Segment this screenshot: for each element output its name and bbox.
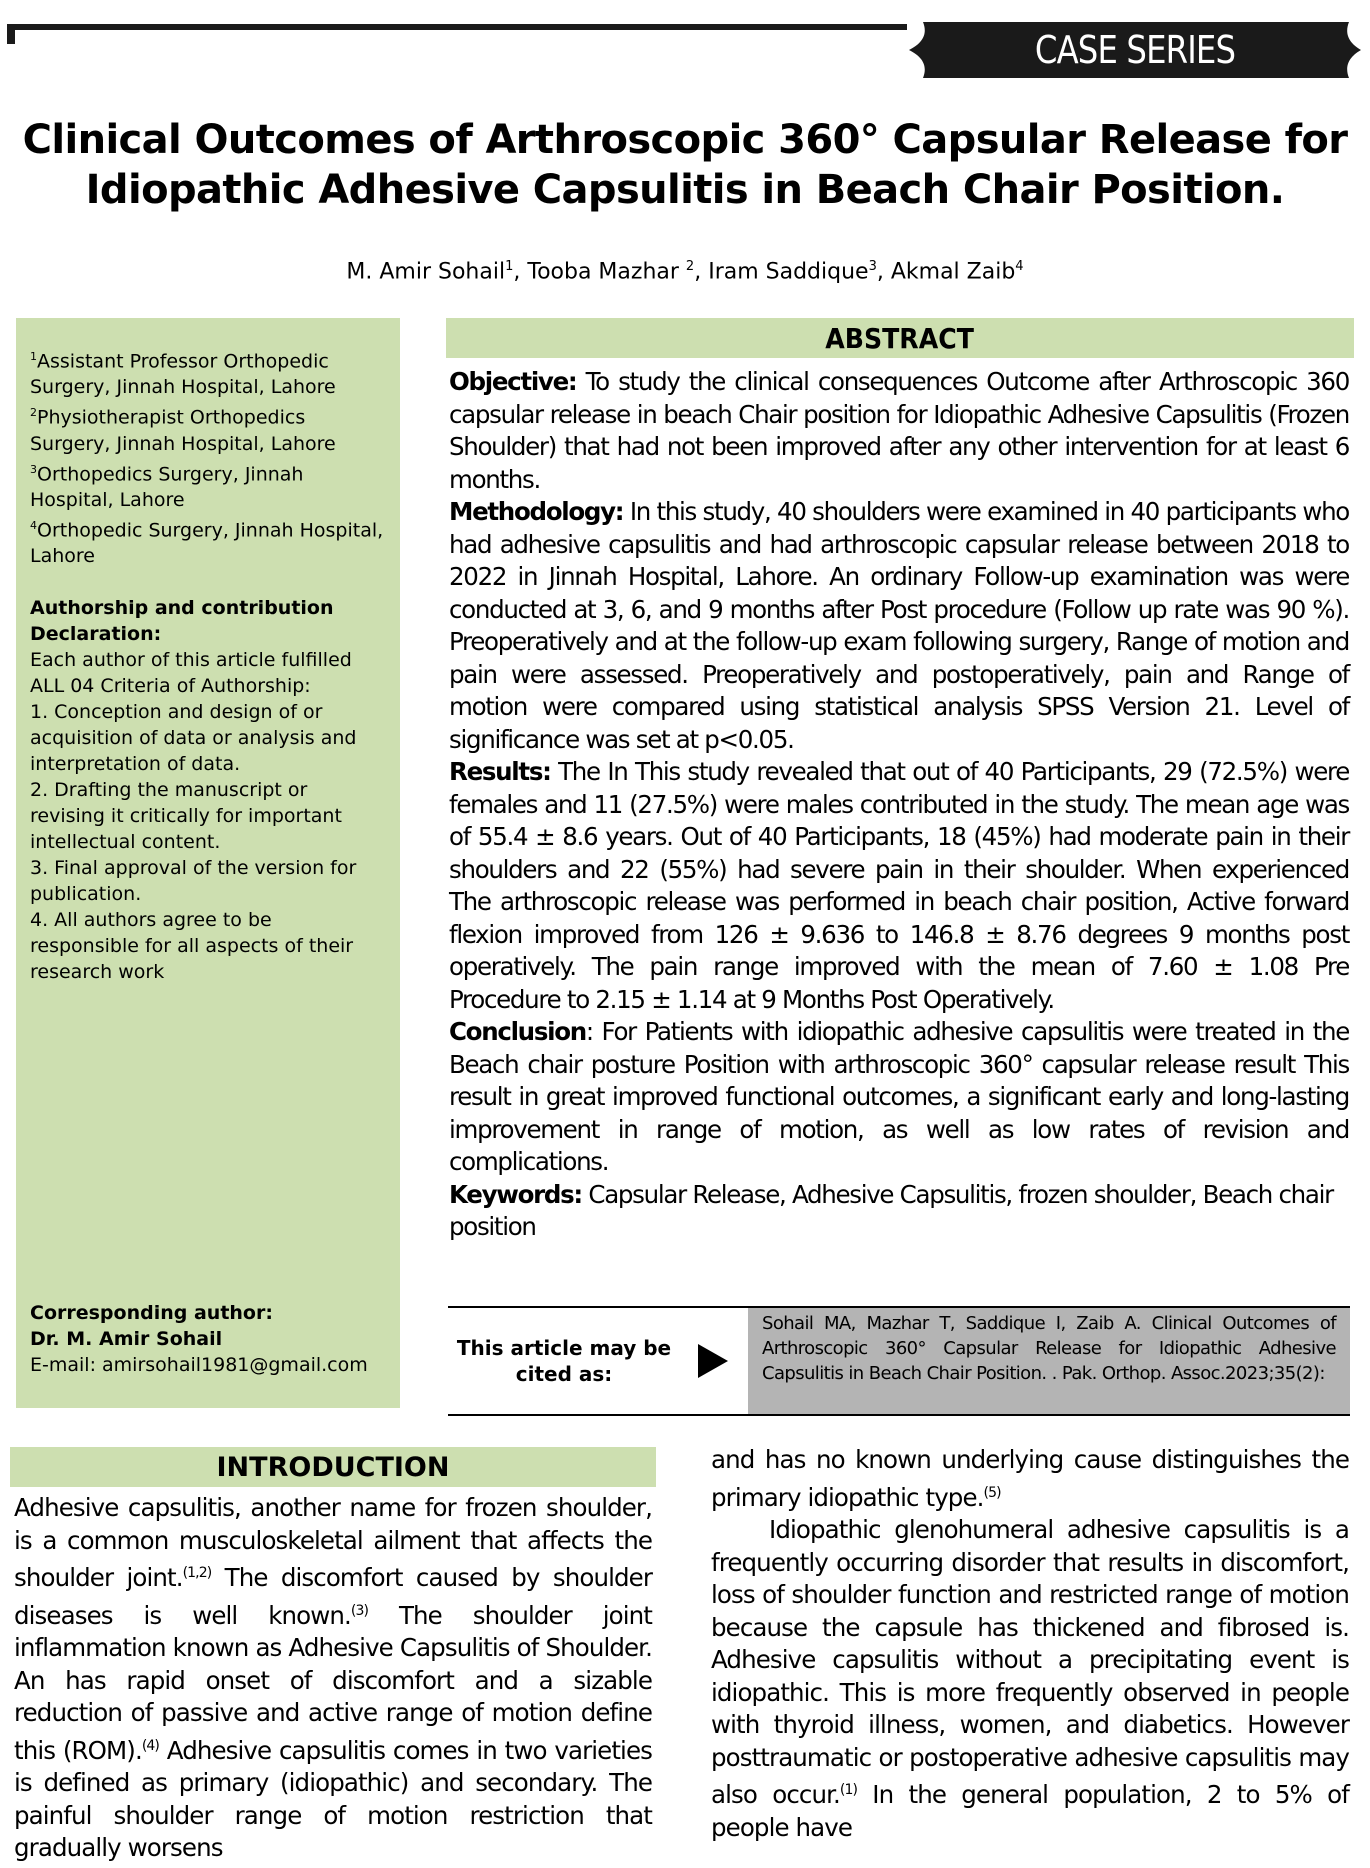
intro-text: Adhesive capsulitis comes in two varieties is defined as primary (idiopathic) and secondary. The painful shoulder range of motion restriction that gradually worsens [14,1735,652,1863]
affiliation-item [30,513,386,569]
author-separator: , [513,259,528,285]
section-label: Results: [449,757,551,786]
affiliation-item [30,344,386,400]
abstract-methodology [449,496,1349,756]
section-text: The In This study revealed that out of 40 Participants, 29 (72.5%) were females and 11 (27.5%) were males contributed in the study. The mean age was of 55.4 ± 8.6 years. Out of 40 Participants, 18 (45%) had moderate pain in their shoulders and 22 (55%) had severe pain in their shoulder. When experienced The arthroscopic release was performed in beach chair position, Active forward flexion improved from 126 ± 9.636 to 146.8 ± 8.76 degrees 9 months post operatively. The pain range improved with the mean of 7.60 ± 1.08 Pre Procedure to 2.15 ± 1.14 at 9 Months Post Operatively. [449,757,1349,1014]
affiliation-item [30,457,386,513]
intro-text: In the general population, 2 to 5% of people have [711,1780,1349,1842]
citation-ref[interactable]: (1) [839,1782,858,1799]
authorship-intro: Each author of this article fulfilled ALL 04 Criteria of Authorship: [30,649,352,698]
criteria-item: 1. Conception and design of or acquisition of data or analysis and interpretation of data. [30,701,357,776]
abstract-keywords [449,1179,1349,1244]
corresponding-name: Dr. M. Amir Sohail [30,1328,223,1350]
article-title [0,115,1370,215]
section-label: CASE SERIES [1034,28,1236,72]
affiliation-item [30,400,386,456]
section-label: Objective: [449,367,577,396]
author-affiliation-sup: 3 [868,259,877,274]
intro-text: The shoulder joint inflammation known as Adhesive Capsulitis of Shoulder. An has rapid onset of discomfort and a sizable reduction of passive and active range of motion define this (ROM). [14,1600,652,1765]
affiliation-text: Orthopedic Surgery, Jinnah Hospital, Lahore [30,519,384,568]
affiliation-sup: 2 [30,406,37,420]
citation-ref[interactable]: (4) [141,1737,159,1754]
abstract-conclusion [449,1016,1349,1179]
introduction-heading: INTRODUCTION [10,1447,656,1487]
affiliations [30,344,386,569]
citation-text: Sohail MA, Mazhar T, Saddique I, Zaib A. Clinical Outcomes of Arthroscopic 360° Capsular Release for Idiopathic Adhesive Capsulitis in Beach Chair Position. . Pak. Orthop. Assoc.2023;35(2): [748,1308,1350,1414]
affiliation-text: Assistant Professor Orthopedic Surgery, Jinnah Hospital, Lahore [30,350,336,399]
affiliation-sup: 3 [30,462,37,476]
intro-text: and has no known underlying cause distinguishes the primary idiopathic type. [711,1445,1349,1512]
intro-text: Adhesive capsulitis, another name for frozen shoulder, is a common musculoskeletal ailment that affects the shoulder joint. [14,1493,652,1593]
section-label: Conclusion [449,1017,586,1046]
section-banner [905,22,1365,78]
citation-box [448,1306,1350,1416]
intro-paragraph [711,1514,1349,1844]
author-affiliation-sup: 1 [505,259,514,274]
intro-paragraph [14,1492,652,1865]
corresponding-heading: Corresponding author: [30,1302,273,1324]
authorship-declaration [30,595,386,985]
title-line-2: Idiopathic Adhesive Capsulitis in Beach Chair Position. [85,167,1285,213]
header-rule-tick [7,24,15,44]
affiliation-text: Orthopedics Surgery, Jinnah Hospital, Lahore [30,462,304,511]
header-rule [7,24,907,30]
section-text: : For Patients with idiopathic adhesive capsulitis were treated in the Beach chair posture Position with arthroscopic 360° capsular release result This result in great improved functional outcomes, a significant early and long-lasting improvement in range of motion, as well as low rates of revision and complications. [449,1017,1349,1176]
author-separator: , [876,259,891,285]
criteria-item: 4. All authors agree to be responsible for all aspects of their research work [30,909,354,984]
author-list [0,252,1370,287]
citation-ref[interactable]: (3) [350,1602,369,1619]
criteria-item: 2. Drafting the manuscript or revising it critically for important intellectual content. [30,779,342,854]
author-name: Akmal Zaib [890,259,1016,285]
sidebar-info-box [16,318,400,1408]
authorship-heading: Authorship and contribution Declaration: [30,597,334,646]
author-name: Tooba Mazhar [527,259,686,285]
title-line-1: Clinical Outcomes of Arthroscopic 360° Capsular Release for [22,117,1348,163]
abstract-objective [449,366,1349,496]
author-name: Iram Saddique [708,259,869,285]
introduction-left-column [14,1492,652,1865]
section-text: To study the clinical consequences Outcome after Arthroscopic 360 capsular release in beach Chair position for Idiopathic Adhesive Capsulitis (Frozen Shoulder) that had not been improved after any other intervention for at least 6 months. [449,367,1349,494]
affiliation-sup: 4 [30,518,37,532]
section-label: Methodology: [449,497,624,526]
citation-label: This article may be cited as: [456,1336,672,1386]
play-arrow-icon [698,1344,728,1378]
section-text: In this study, 40 shoulders were examined in 40 participants who had adhesive capsulitis and had arthroscopic capsular release between 2018 to 2022 in Jinnah Hospital, Lahore. An ordinary Follow-up examination was were conducted at 3, 6, and 9 months after Post procedure (Follow up rate was 90 %). Preoperatively and at the follow-up exam following surgery, Range of motion and pain were assessed. Preoperatively and postoperatively, pain and Range of motion were compared using statistical analysis SPSS Version 21. Level of significance was set at p<0.05. [449,497,1349,754]
intro-text: The discomfort caused by shoulder diseases is well known. [14,1563,652,1630]
abstract-heading [446,318,1354,358]
abstract-results [449,756,1349,1016]
citation-ref[interactable]: (5) [983,1484,1001,1501]
citation-ref[interactable]: (1,2) [182,1565,212,1581]
corresponding-author [30,1300,368,1378]
author-affiliation-sup: 4 [1015,259,1024,274]
author-separator: , [694,259,709,285]
corresponding-email[interactable]: E-mail: amirsohail1981@gmail.com [30,1354,368,1376]
introduction-right-column [711,1444,1349,1844]
author-name: M. Amir Sohail [346,259,506,285]
intro-paragraph [711,1444,1349,1514]
abstract-body [449,366,1349,1244]
criteria-item: 3. Final approval of the version for publication. [30,857,357,906]
intro-text: Idiopathic glenohumeral adhesive capsulitis is a frequently occurring disorder that results in discomfort, loss of shoulder function and restricted range of motion because the capsule has thickened and fibrosed is. Adhesive capsulitis without a precipitating event is idiopathic. This is more frequently observed in people with thyroid illness, women, and diabetics. However posttraumatic or postoperative adhesive capsulitis may also occur. [711,1515,1349,1810]
section-label: Keywords: [449,1179,582,1209]
affiliation-text: Physiotherapist Orthopedics Surgery, Jinnah Hospital, Lahore [30,406,336,455]
author-affiliation-sup: 2 [685,259,695,274]
affiliation-sup: 1 [30,350,37,363]
section-text: Capsular Release, Adhesive Capsulitis, frozen shoulder, Beach chair position [449,1179,1333,1241]
abstract-heading-text: ABSTRACT [825,322,975,355]
